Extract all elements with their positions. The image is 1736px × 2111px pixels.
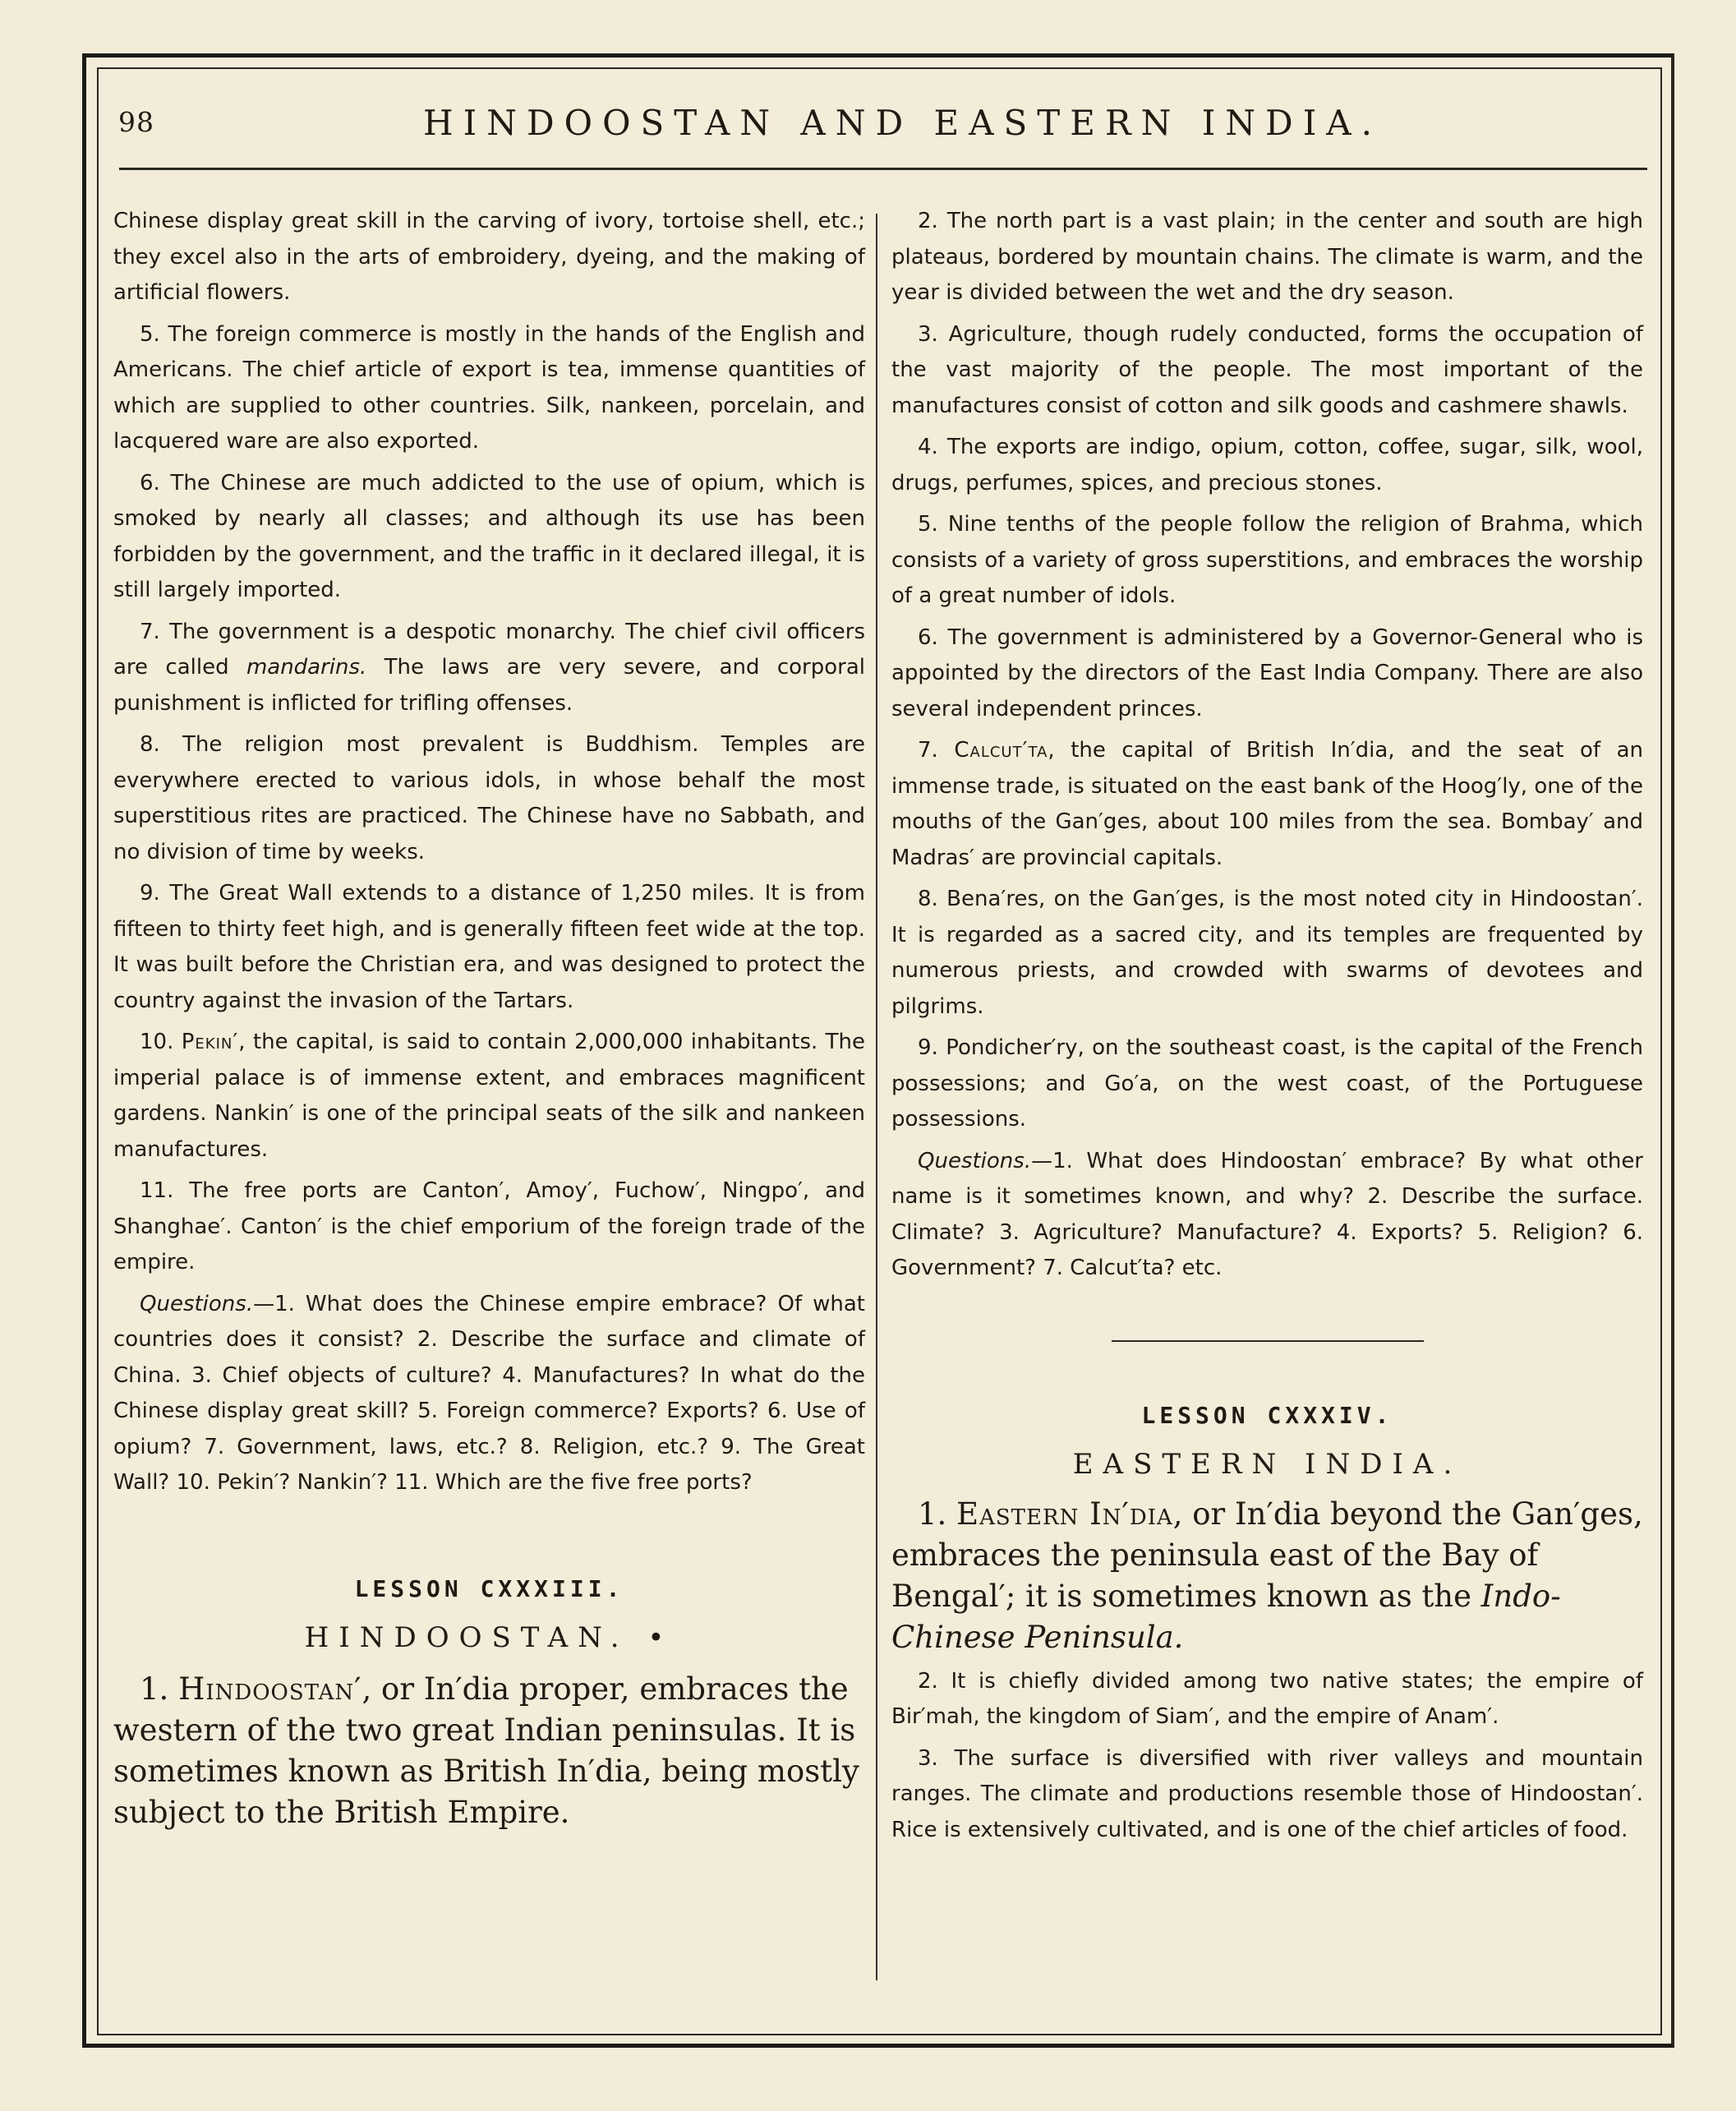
left-column [113, 204, 865, 1839]
paragraph-10 [113, 1025, 865, 1168]
questions-hindoostan [891, 1144, 1643, 1287]
questions-label: Questions. [140, 1291, 254, 1316]
paragraph-7-number: 7. [918, 738, 955, 763]
paragraph-7 [113, 615, 865, 722]
paragraph-9: 9. The Great Wall extends to a distance of 1,250 miles. It is from fifteen to thirty feet high, and is generally fifteen feet wide at the top. It was built before the Christian era, and was designed to protect the country against the invasion of the Tartars. [113, 881, 865, 1013]
paragraph-6-right: 6. The government is administered by a Governor-General who is appointed by the directors of the East India Company. There are also several independent princes. [891, 625, 1643, 721]
lead-number-right: 1. [918, 1496, 957, 1532]
lead-text-right: , or In′dia beyond the Gan′ges, embraces the peninsula east of the Bay of Bengal′; it is sometimes known as the [891, 1496, 1643, 1614]
paragraph-7-emphasis: mandarins. [246, 655, 367, 680]
questions-china [113, 1287, 865, 1501]
paragraph-10-number: 10. [140, 1030, 182, 1054]
header-rule [119, 168, 1647, 170]
paragraph-3-eastern: 3. The surface is diversified with river valleys and mountain ranges. The climate and productions resemble those of Hindoostan′. Rice is extensively cultivated, and is one of the chief articles of food. [891, 1745, 1643, 1842]
paragraph-7-body: , the capital of British In′dia, and the seat of an immense trade, is situated on the east bank of the Hoog′ly, one of the mouths of the Gan′ges, about 100 miles from the sea. Bombay′ and Madras′ are provincial capitals. [891, 738, 1644, 870]
paragraph-2-eastern: 2. It is chiefly divided among two native states; the empire of Bir′mah, the kingdom of Siam′, and the empire of Anam′. [891, 1668, 1643, 1729]
paragraph-6: 6. The Chinese are much addicted to the use of opium, which is smoked by nearly all classes; and although its use has been forbidden by the government, and the traffic in it declared illegal, it is still largely imported. [113, 470, 865, 602]
lead-emphasis-right: Indo-Chinese Peninsula. [891, 1578, 1561, 1655]
paragraph-7-term: Calcut′ta [954, 738, 1048, 763]
lead-term: Hindoostan′ [178, 1671, 362, 1707]
paragraph-5: 5. The foreign commerce is mostly in the hands of the English and Americans. The chief article of export is tea, immense quantities of which are supplied to other countries. Silk, nankeen, porcelain, and lacquered ware are also exported. [113, 321, 865, 454]
paragraph-8-right: 8. Bena′res, on the Gan′ges, is the most noted city in Hindoostan′. It is regarded as a sacred city, and its temples are frequented by numerous priests, and crowded with swarms of devotees and pilgrims. [891, 887, 1643, 1019]
page-number: 98 [118, 106, 154, 138]
paragraph-7-text: 7. The government is a despotic monarchy. The chief civil officers are called [113, 619, 865, 680]
questions-label-right: Questions. [918, 1148, 1032, 1173]
paragraph-8: 8. The religion most prevalent is Buddhism. Temples are everywhere erected to various idols, in whose behalf the most superstitious rites are practiced. The Chinese have no Sabbath, and no division of time by weeks. [113, 732, 865, 864]
questions-text-right: —1. What does Hindoostan′ embrace? By what other name is it sometimes known, and why? 2. Describe the surface. Climate? 3. Agriculture? Manufacture? 4. Exports? 5. Religion? 6. Government? 7. Calcut′ta? etc. [891, 1148, 1643, 1280]
paragraph-10-term: Pekin′ [181, 1030, 239, 1054]
lesson-heading-133: LESSON CXXXIII. [354, 1574, 624, 1602]
paragraph-7-right [891, 733, 1643, 876]
paragraph-11: 11. The free ports are Canton′, Amoy′, Fuchow′, Ningpo′, and Shanghae′. Canton′ is the chief emporium of the foreign trade of the empire. [113, 1178, 865, 1274]
paragraph-intro: Chinese display great skill in the carving of ivory, tortoise shell, etc.; they excel also in the arts of embroidery, dyeing, and the making of artificial flowers. [113, 209, 865, 305]
right-column [891, 204, 1643, 1854]
paragraph-5-right: 5. Nine tenths of the people follow the religion of Brahma, which consists of a variety of gross superstitions, and embraces the worship of a great number of idols. [891, 512, 1643, 608]
lead-paragraph-hindoostan [113, 1669, 865, 1833]
paragraph-2: 2. The north part is a vast plain; in the center and south are high plateaus, bordered by mountain chains. The climate is warm, and the year is divided between the wet and the dry season. [891, 209, 1643, 305]
paragraph-4: 4. The exports are indigo, opium, cotton, coffee, sugar, silk, wool, drugs, perfumes, spices, and precious stones. [891, 435, 1643, 495]
lead-term-right: Eastern In′dia [956, 1496, 1173, 1532]
paragraph-9-right: 9. Pondicher′ry, on the southeast coast, is the capital of the French possessions; and Go′a, on the west coast, of the Portuguese possessions. [891, 1035, 1643, 1132]
lead-text: , or In′dia proper, embraces the western of the two great Indian peninsulas. It is sometimes known as British In′dia, being mostly subject to the British Empire. [113, 1671, 859, 1830]
paragraph-7-text-end: The laws are very severe, and corporal punishment is inflicted for trifling offenses. [113, 655, 865, 716]
questions-text: —1. What does the Chinese empire embrace? Of what countries does it consist? 2. Describe the surface and climate of China. 3. Chief objects of culture? 4. Manufactures? In what do the Chinese display great skill? 5. Foreign commerce? Exports? 6. Use of opium? 7. Government, laws, etc.? 8. Religion, etc.? 9. The Great Wall? 10. Pekin′? Nankin′? 11. Which are the five free ports? [113, 1291, 865, 1495]
lead-number: 1. [140, 1671, 179, 1707]
lesson-title-eastern-india: EASTERN INDIA. [1072, 1448, 1462, 1481]
page-header [115, 103, 1651, 144]
column-divider [876, 214, 877, 1980]
running-title: HINDOOSTAN AND EASTERN INDIA. [423, 103, 1382, 143]
lead-paragraph-eastern-india [891, 1494, 1643, 1658]
paragraph-3: 3. Agriculture, though rudely conducted, forms the occupation of the vast majority of the people. The most important of the manufactures consist of cotton and silk goods and cashmere shawls. [891, 321, 1643, 418]
lesson-title-hindoostan: HINDOOSTAN. • [304, 1621, 675, 1654]
lesson-heading-134: LESSON CXXXIV. [1141, 1401, 1393, 1429]
paragraph-10-text: , the capital, is said to contain 2,000,000 inhabitants. The imperial palace is of immense extent, and embraces magnificent gardens. Nankin′ is one of the principal seats of the silk and nankeen manufactures. [113, 1030, 865, 1162]
